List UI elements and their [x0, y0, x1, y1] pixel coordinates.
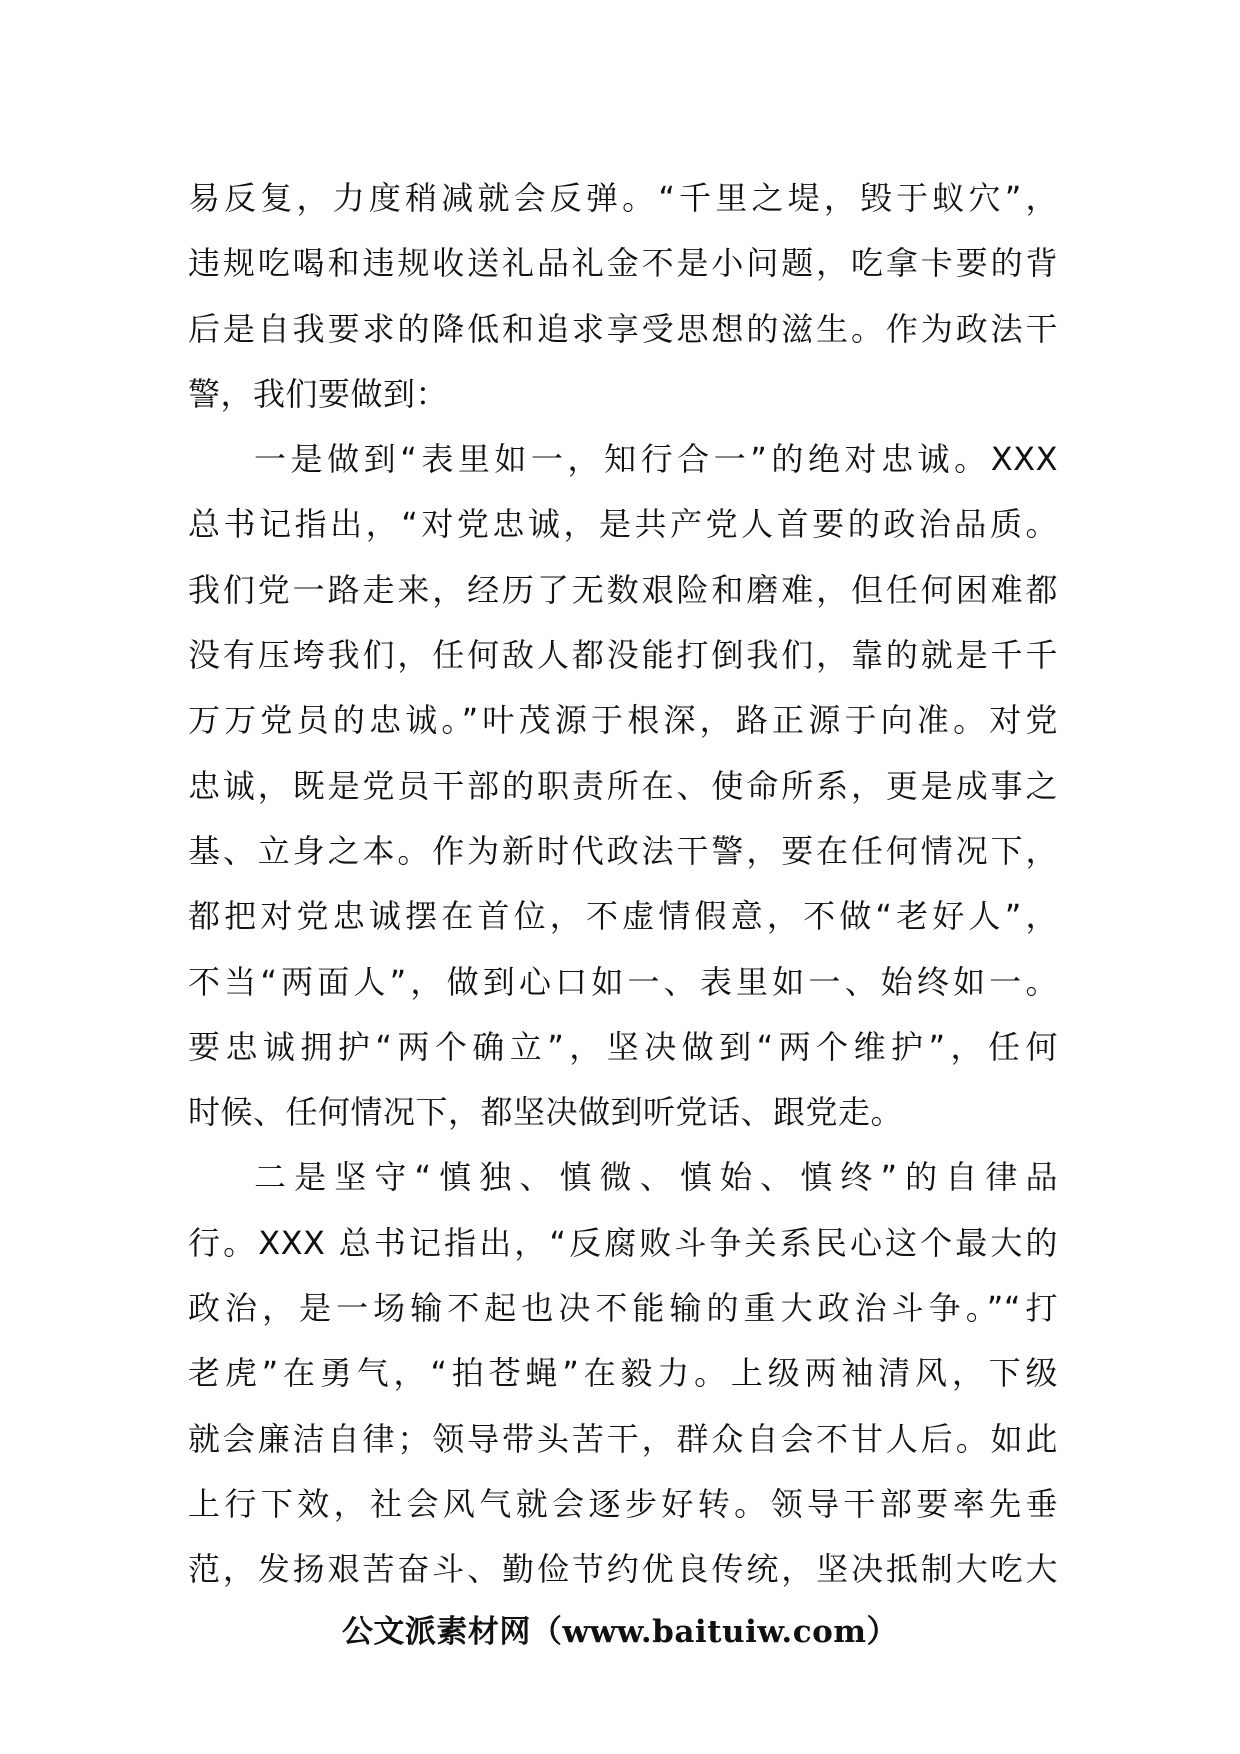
text-line: 上行下效，社会风气就会逐步好转。领导干部要率先垂 — [188, 1484, 1058, 1523]
text-line: 警，我们要做到： — [188, 374, 449, 413]
text-line: 我们党一路走来，经历了无数艰险和磨难，但任何困难都 — [188, 570, 1058, 609]
text-line: 违规吃喝和违规收送礼品礼金不是小问题，吃拿卡要的背 — [188, 244, 1058, 283]
text-line: 没有压垮我们，任何敌人都没能打倒我们，靠的就是千千 — [188, 636, 1058, 675]
text-line: 基、立身之本。作为新时代政法干警，要在任何情况下， — [188, 831, 1058, 870]
body-text — [188, 166, 1058, 1603]
text-line: 总书记指出，“对党忠诚，是共产党人首要的政治品质。 — [188, 505, 1058, 544]
text-line: 万万党员的忠诚。”叶茂源于根深，路正源于向准。对党 — [188, 701, 1058, 740]
text-line: 不当“两面人”，做到心口如一、表里如一、始终如一。 — [188, 962, 1058, 1001]
paragraph-first-line: 一是做到“表里如一，知行合一”的绝对忠诚。XXX — [254, 440, 1058, 479]
text-line: 政治，是一场输不起也决不能输的重大政治斗争。”“打 — [188, 1289, 1058, 1328]
text-line: 时候、任何情况下，都坚决做到听党话、跟党走。 — [188, 1093, 904, 1132]
text-line: 要忠诚拥护“两个确立”，坚决做到“两个维护”，任何 — [188, 1027, 1058, 1066]
text-line: 后是自我要求的降低和追求享受思想的滋生。作为政法干 — [188, 309, 1058, 348]
text-line: 行。XXX 总书记指出，“反腐败斗争关系民心这个最大的 — [188, 1223, 1058, 1262]
text-line: 易反复，力度稍减就会反弹。“千里之堤，毁于蚁穴”， — [188, 179, 1058, 217]
text-line: 老虎”在勇气，“拍苍蝇”在毅力。上级两袖清风，下级 — [188, 1354, 1058, 1393]
text-line: 就会廉洁自律；领导带头苦干，群众自会不甘人后。如此 — [188, 1419, 1058, 1458]
text-line: 都把对党忠诚摆在首位，不虚情假意，不做“老好人”， — [188, 897, 1058, 936]
text-line: 忠诚，既是党员干部的职责所在、使命所系，更是成事之 — [188, 766, 1058, 805]
text-line: 范，发扬艰苦奋斗、勤俭节约优良传统，坚决抵制大吃大 — [188, 1550, 1058, 1589]
footer-watermark: 公文派素材网（www.baituiw.com） — [341, 1614, 899, 1650]
paragraph-first-line: 二是坚守“慎独、慎微、慎始、慎终”的自律品 — [254, 1158, 1058, 1197]
